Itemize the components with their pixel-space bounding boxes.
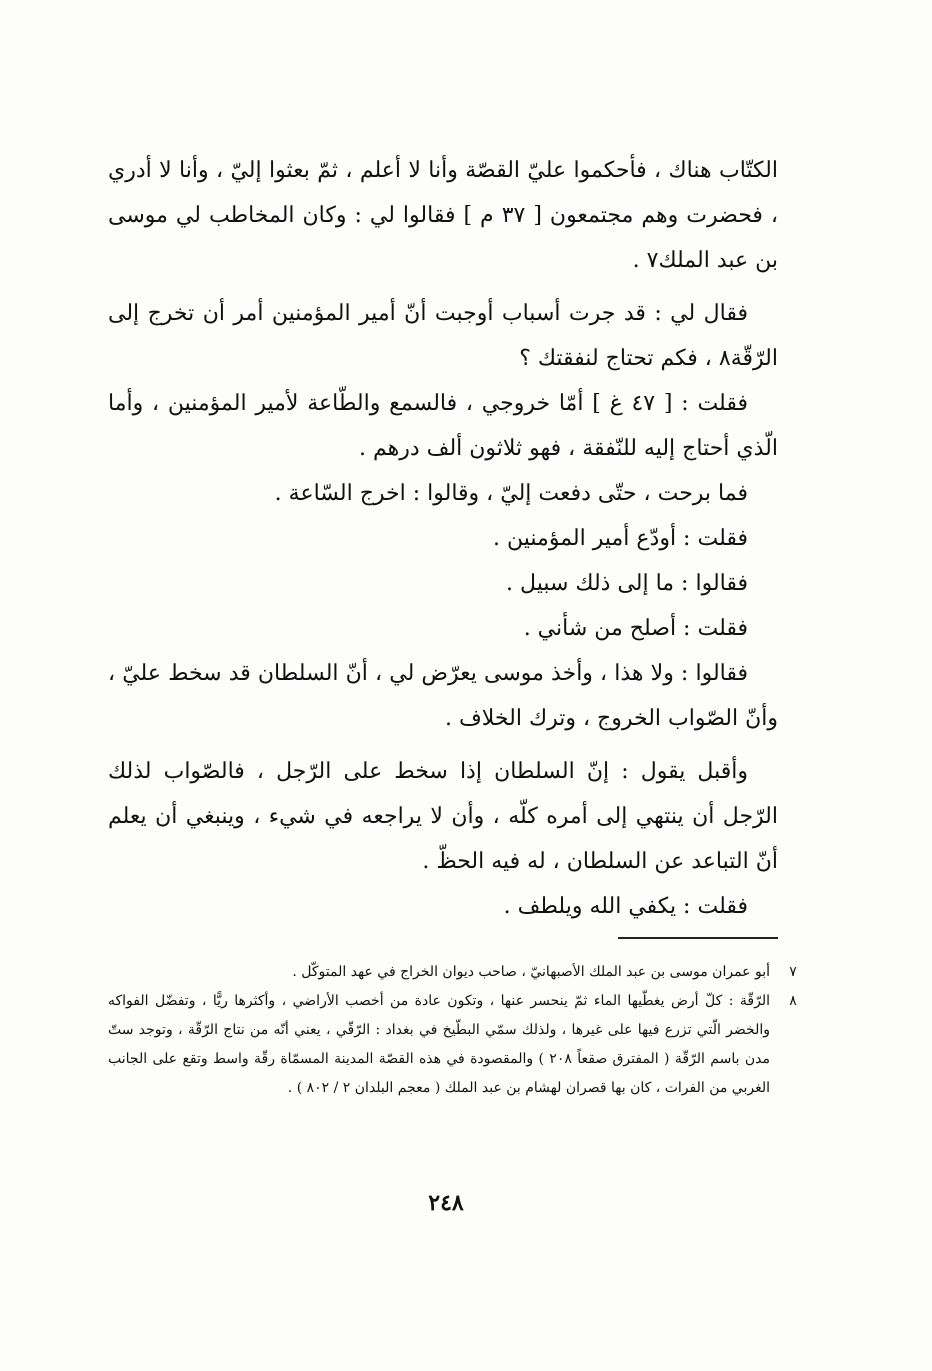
page-number: ٢٤٨ <box>428 1190 464 1216</box>
footnote-number: ٧ <box>789 964 797 980</box>
paragraph: فقلت : أودّع أمير المؤمنين . <box>493 526 748 551</box>
footnote-text: أبو عمران موسى بن عبد الملك الأصبهانيّ ، صاحب ديوان الخراج في عهد المتوكّل . <box>292 964 770 980</box>
paragraph: فقالوا : ولا هذا ، وأخذ موسى يعرّض لي ، أنّ السلطان قد سخط عليّ ، وأنّ الصّواب الخروج ، وترك الخلاف . <box>108 661 778 731</box>
paragraph: فما برحت ، حتّى دفعت إليّ ، وقالوا : اخرج السّاعة . <box>274 481 748 506</box>
paragraph: فقال لي : قد جرت أسباب أوجبت أنّ أمير المؤمنين أمر أن تخرج إلى الرّقّة٨ ، فكم تحتاج لنفقتك ؟ <box>108 301 778 371</box>
paragraph: فقلت : [ ٤٧ غ ] أمّا خروجي ، فالسمع والطّاعة لأمير المؤمنين ، وأما الّذي أحتاج إليه للنّفقة ، فهو ثلاثون ألف درهم . <box>108 391 778 461</box>
footnote <box>108 987 804 1103</box>
paragraph: فقلت : يكفي الله ويلطف . <box>503 894 748 919</box>
paragraph: فقلت : أصلح من شأني . <box>523 616 748 641</box>
footnote <box>108 958 804 987</box>
footnote-text: الرّقّة : كلّ أرض يغطّيها الماء ثمّ ينحسر عنها ، وتكون عادة من أخصب الأراضي ، وأكثرها ريًّا ، وتفضّل الفواكه والخضر الّتي تزرع فيها على غيرها ، ولذلك سمّي البطّيخ في بغداد : الرّقّي ، يعني أنّه من نتاج الرّقّة ، وتوجد ستّ مدن باسم الرّقّة ( المفترق صقعاً ٢٠٨ ) والمقصودة في هذه القصّة المدينة المسمّاة رقّة واسط وتقع على الجانب الغربي من الفرات ، كان بها قصران لهشام بن عبد الملك ( معجم البلدان ٢ / ٨٠٢ ) . <box>108 993 770 1096</box>
footnotes <box>108 958 804 1103</box>
footnote-number: ٨ <box>789 993 797 1009</box>
paragraph: الكتّاب هناك ، فأحكموا عليّ القصّة وأنا لا أعلم ، ثمّ بعثوا إليّ ، وأنا لا أدري ، فحضرت وهم مجتمعون [ ٣٧ م ] فقالوا لي : وكان المخاطب لي موسى بن عبد الملك٧ . <box>108 158 779 273</box>
paragraph: فقالوا : ما إلى ذلك سبيل . <box>506 571 748 596</box>
footnote-divider <box>618 937 778 939</box>
paragraph: وأقبل يقول : إنّ السلطان إذا سخط على الرّجل ، فالصّواب لذلك الرّجل أن ينتهي إلى أمره كلّه ، وأن لا يراجعه في شيء ، وينبغي أن يعلم أنّ التباعد عن السلطان ، له فيه الحظّ . <box>108 759 778 874</box>
main-text <box>108 148 778 929</box>
